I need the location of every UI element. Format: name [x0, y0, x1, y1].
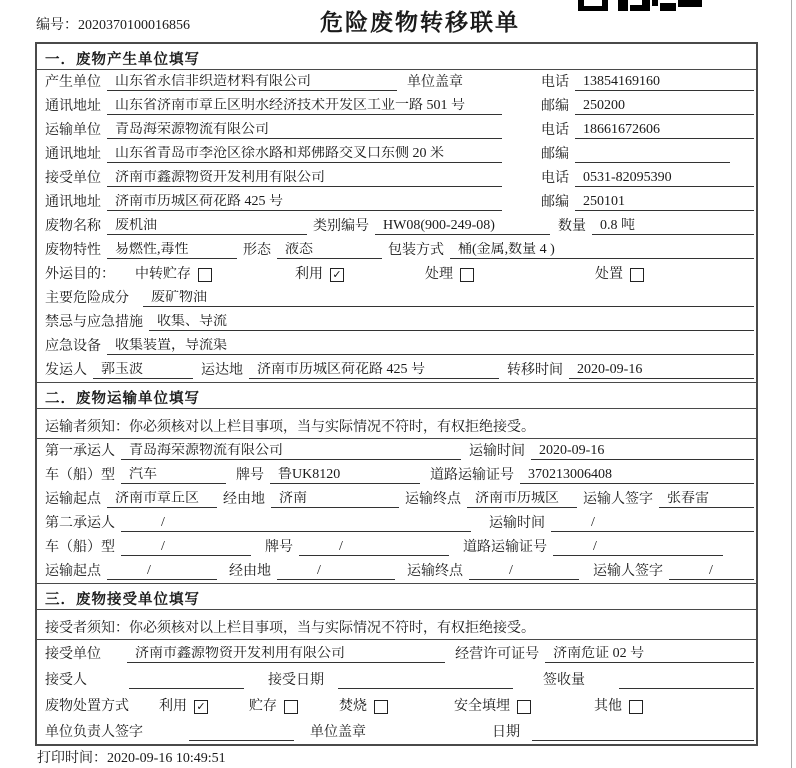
purpose-option-treat [425, 263, 595, 283]
vehicle-type-label: 车（船）型 [45, 468, 115, 483]
carrier2-start-value: / [107, 563, 217, 580]
receiver-unit-value: 济南市鑫源物资开发利用有限公司 [107, 170, 502, 187]
route-end-label: 运输终点 [405, 492, 461, 507]
transporter-address-value: 山东省青岛市李沧区徐水路和郑佛路交叉口东侧 20 米 [107, 146, 502, 163]
purpose-option-utilize [295, 263, 425, 283]
section-receiver [37, 583, 756, 744]
unit-seal-label: 单位盖章 [407, 75, 463, 90]
carrier2-row [37, 511, 756, 535]
plate-label: 牌号 [265, 540, 293, 555]
carrier2-vehicle-row [37, 535, 756, 559]
transporter-sign-label: 运输人签字 [583, 492, 653, 507]
transporter-unit-row [37, 118, 756, 142]
carrier2-value: / [121, 515, 471, 532]
carrier1-label: 第一承运人 [45, 444, 115, 459]
receiver-address-row [37, 190, 756, 214]
phone-label: 电话 [541, 123, 569, 138]
route-start-label: 运输起点 [45, 492, 101, 507]
option-label: 利用 [159, 699, 187, 714]
hazard-components-label: 主要危险成分 [45, 291, 129, 306]
disposal-option-incinerate [339, 695, 454, 715]
checkbox-utilize [194, 700, 208, 714]
checkbox-dispose [630, 268, 644, 282]
transfer-time-label: 转移时间 [507, 363, 563, 378]
section-transporter-header: 二．废物运输单位填写 [37, 383, 756, 409]
carrier2-route-row [37, 559, 756, 583]
receiver-notice-label: 接受者须知： [45, 621, 129, 636]
shipper-row [37, 358, 756, 382]
receiver-notice-text: 你必须核对以上栏目事项，当与实际情况不符时，有权拒绝接受。 [129, 621, 535, 636]
form-label: 形态 [243, 243, 271, 258]
option-label: 焚烧 [339, 699, 367, 714]
transporter-notice-text: 你必须核对以上栏目事项，当与实际情况不符时，有权拒绝接受。 [129, 420, 535, 435]
taboo-measures-label: 禁忌与应急措施 [45, 315, 143, 330]
route-via-label: 经由地 [229, 564, 271, 579]
hazard-components-row [37, 286, 756, 310]
zip-label: 邮编 [541, 195, 569, 210]
option-label: 其他 [594, 699, 622, 714]
unit-seal-label: 单位盖章 [310, 725, 366, 740]
vehicle-type-label: 车（船）型 [45, 540, 115, 555]
emergency-equipment-value: 收集装置，导流渠 [107, 338, 754, 355]
receive-unit-value: 济南市鑫源物资开发利用有限公司 [127, 646, 445, 663]
purpose-option-dispose [595, 263, 644, 283]
receive-unit-row [37, 640, 756, 666]
head-signature-value [189, 724, 294, 741]
disposal-method-label: 废物处置方式 [45, 699, 129, 714]
license-label: 经营许可证号 [455, 647, 540, 662]
print-time-value: 2020-09-16 10:49:51 [107, 751, 226, 766]
phone-label: 电话 [541, 75, 569, 90]
option-label: 处置 [595, 267, 623, 282]
carrier1-sign-value: 张春雷 [659, 491, 754, 508]
producer-address-row [37, 94, 756, 118]
waste-name-label: 废物名称 [45, 219, 101, 234]
shipper-value: 郭玉波 [93, 362, 193, 379]
zip-label: 邮编 [541, 99, 569, 114]
disposal-option-utilize [159, 695, 249, 715]
waste-name-row [37, 214, 756, 238]
receiver-notice [37, 610, 756, 640]
receiver-unit-label: 接受单位 [45, 171, 101, 186]
receive-date-value [338, 672, 513, 689]
option-label: 中转贮存 [135, 267, 191, 282]
transport-time-label: 运输时间 [469, 444, 525, 459]
qr-code-icon [578, 0, 702, 11]
waste-name-value: 废机油 [107, 218, 307, 235]
transporter-address-row [37, 142, 756, 166]
destination-value: 济南市历城区荷花路 425 号 [249, 362, 499, 379]
receiver-address-value: 济南市历城区荷花路 425 号 [107, 194, 502, 211]
disposal-option-store [249, 695, 339, 715]
producer-unit-row [37, 70, 756, 94]
checkbox-other [629, 700, 643, 714]
receiver-zip-value: 250101 [575, 194, 754, 211]
checkbox-treat [460, 268, 474, 282]
carrier2-via-value: / [277, 563, 395, 580]
waste-trait-row [37, 238, 756, 262]
carrier1-time-value: 2020-09-16 [531, 443, 754, 460]
package-value: 桶(金属,数量 4 ) [450, 242, 754, 259]
quantity-label: 数量 [558, 219, 586, 234]
carrier1-row [37, 439, 756, 463]
checkbox-store [284, 700, 298, 714]
option-label: 利用 [295, 267, 323, 282]
route-via-label: 经由地 [223, 492, 265, 507]
waste-trait-label: 废物特性 [45, 243, 101, 258]
address-label: 通讯地址 [45, 99, 101, 114]
road-permit-label: 道路运输证号 [463, 540, 547, 555]
license-value: 济南危证 02 号 [545, 646, 754, 663]
transporter-phone-value: 18661672606 [575, 122, 754, 139]
page-edge-line [791, 0, 792, 768]
quantity-value: 0.8 吨 [592, 218, 754, 235]
date-value [532, 724, 754, 741]
option-label: 安全填埋 [454, 699, 510, 714]
producer-unit-label: 产生单位 [45, 75, 101, 90]
category-value: HW08(900-249-08) [375, 218, 550, 235]
zip-label: 邮编 [541, 147, 569, 162]
form-table [35, 42, 758, 746]
receive-person-label: 接受人 [45, 673, 87, 688]
checkbox-incinerate [374, 700, 388, 714]
carrier1-end-value: 济南市历城区 [467, 491, 577, 508]
transporter-sign-label: 运输人签字 [593, 564, 663, 579]
purpose-row [37, 262, 756, 286]
plate-label: 牌号 [236, 468, 264, 483]
section-producer [37, 44, 756, 382]
category-label: 类别编号 [313, 219, 369, 234]
carrier1-vehicle-row [37, 463, 756, 487]
section-producer-header: 一．废物产生单位填写 [37, 44, 756, 70]
receive-person-value [129, 672, 244, 689]
head-signature-label: 单位负责人签字 [45, 725, 143, 740]
checkbox-landfill [517, 700, 531, 714]
head-signature-row [37, 718, 756, 744]
carrier2-label: 第二承运人 [45, 516, 115, 531]
transport-time-label: 运输时间 [489, 516, 545, 531]
producer-unit-value: 山东省永信非织造材料有限公司 [107, 74, 397, 91]
section-receiver-header: 三．废物接受单位填写 [37, 584, 756, 610]
page-title: 危险废物转移联单 [320, 10, 520, 35]
waste-trait-value: 易燃性,毒性 [107, 242, 237, 259]
purpose-label: 外运目的： [45, 267, 115, 282]
transporter-unit-value: 青岛海荣源物流有限公司 [107, 122, 502, 139]
transporter-notice-label: 运输者须知： [45, 420, 129, 435]
carrier2-vehicle-value: / [121, 539, 251, 556]
hazard-components-value: 废矿物油 [143, 290, 754, 307]
taboo-measures-value: 收集、导流 [149, 314, 754, 331]
receive-person-row [37, 666, 756, 692]
producer-address-value: 山东省济南市章丘区明水经济技术开发区工业一路 501 号 [107, 98, 502, 115]
transfer-time-value: 2020-09-16 [569, 362, 754, 379]
receive-date-label: 接受日期 [268, 673, 324, 688]
signed-amount-label: 签收量 [543, 673, 585, 688]
carrier1-road-permit-value: 370213006408 [520, 467, 754, 484]
option-label: 处理 [425, 267, 453, 282]
phone-label: 电话 [541, 171, 569, 186]
emergency-equipment-row [37, 334, 756, 358]
carrier2-plate-value: / [299, 539, 449, 556]
carrier1-route-row [37, 487, 756, 511]
receiver-phone-value: 0531-82095390 [575, 170, 754, 187]
carrier1-vehicle-value: 汽车 [121, 467, 226, 484]
carrier2-time-value: / [551, 515, 754, 532]
carrier2-end-value: / [469, 563, 579, 580]
disposal-option-landfill [454, 695, 594, 715]
transporter-unit-label: 运输单位 [45, 123, 101, 138]
address-label: 通讯地址 [45, 195, 101, 210]
transporter-zip-value [575, 146, 730, 163]
taboo-measures-row [37, 310, 756, 334]
shipper-label: 发运人 [45, 363, 87, 378]
carrier1-start-value: 济南市章丘区 [107, 491, 217, 508]
checkbox-utilize [330, 268, 344, 282]
receive-unit-label: 接受单位 [45, 647, 101, 662]
doc-serial-label: 编号： [36, 18, 78, 33]
route-end-label: 运输终点 [407, 564, 463, 579]
purpose-option-transfer-storage [135, 263, 295, 283]
date-label: 日期 [492, 725, 520, 740]
producer-zip-value: 250200 [575, 98, 754, 115]
section-transporter [37, 382, 756, 583]
disposal-method-row [37, 692, 756, 718]
emergency-equipment-label: 应急设备 [45, 339, 101, 354]
carrier1-value: 青岛海荣源物流有限公司 [121, 443, 461, 460]
road-permit-label: 道路运输证号 [430, 468, 514, 483]
receiver-unit-row [37, 166, 756, 190]
transporter-notice [37, 409, 756, 439]
doc-serial-value: 2020370100016856 [78, 18, 190, 33]
carrier2-sign-value: / [669, 563, 754, 580]
package-label: 包装方式 [388, 243, 444, 258]
producer-phone-value: 13854169160 [575, 74, 754, 91]
print-time-label: 打印时间： [37, 751, 107, 766]
route-start-label: 运输起点 [45, 564, 101, 579]
carrier1-via-value: 济南 [271, 491, 399, 508]
disposal-option-other [594, 695, 643, 715]
address-label: 通讯地址 [45, 147, 101, 162]
signed-amount-value [619, 672, 754, 689]
carrier1-plate-value: 鲁UK8120 [270, 467, 420, 484]
option-label: 贮存 [249, 699, 277, 714]
carrier2-road-permit-value: / [553, 539, 723, 556]
form-value: 液态 [277, 242, 382, 259]
checkbox-transfer-storage [198, 268, 212, 282]
print-time [37, 747, 226, 767]
destination-label: 运达地 [201, 363, 243, 378]
